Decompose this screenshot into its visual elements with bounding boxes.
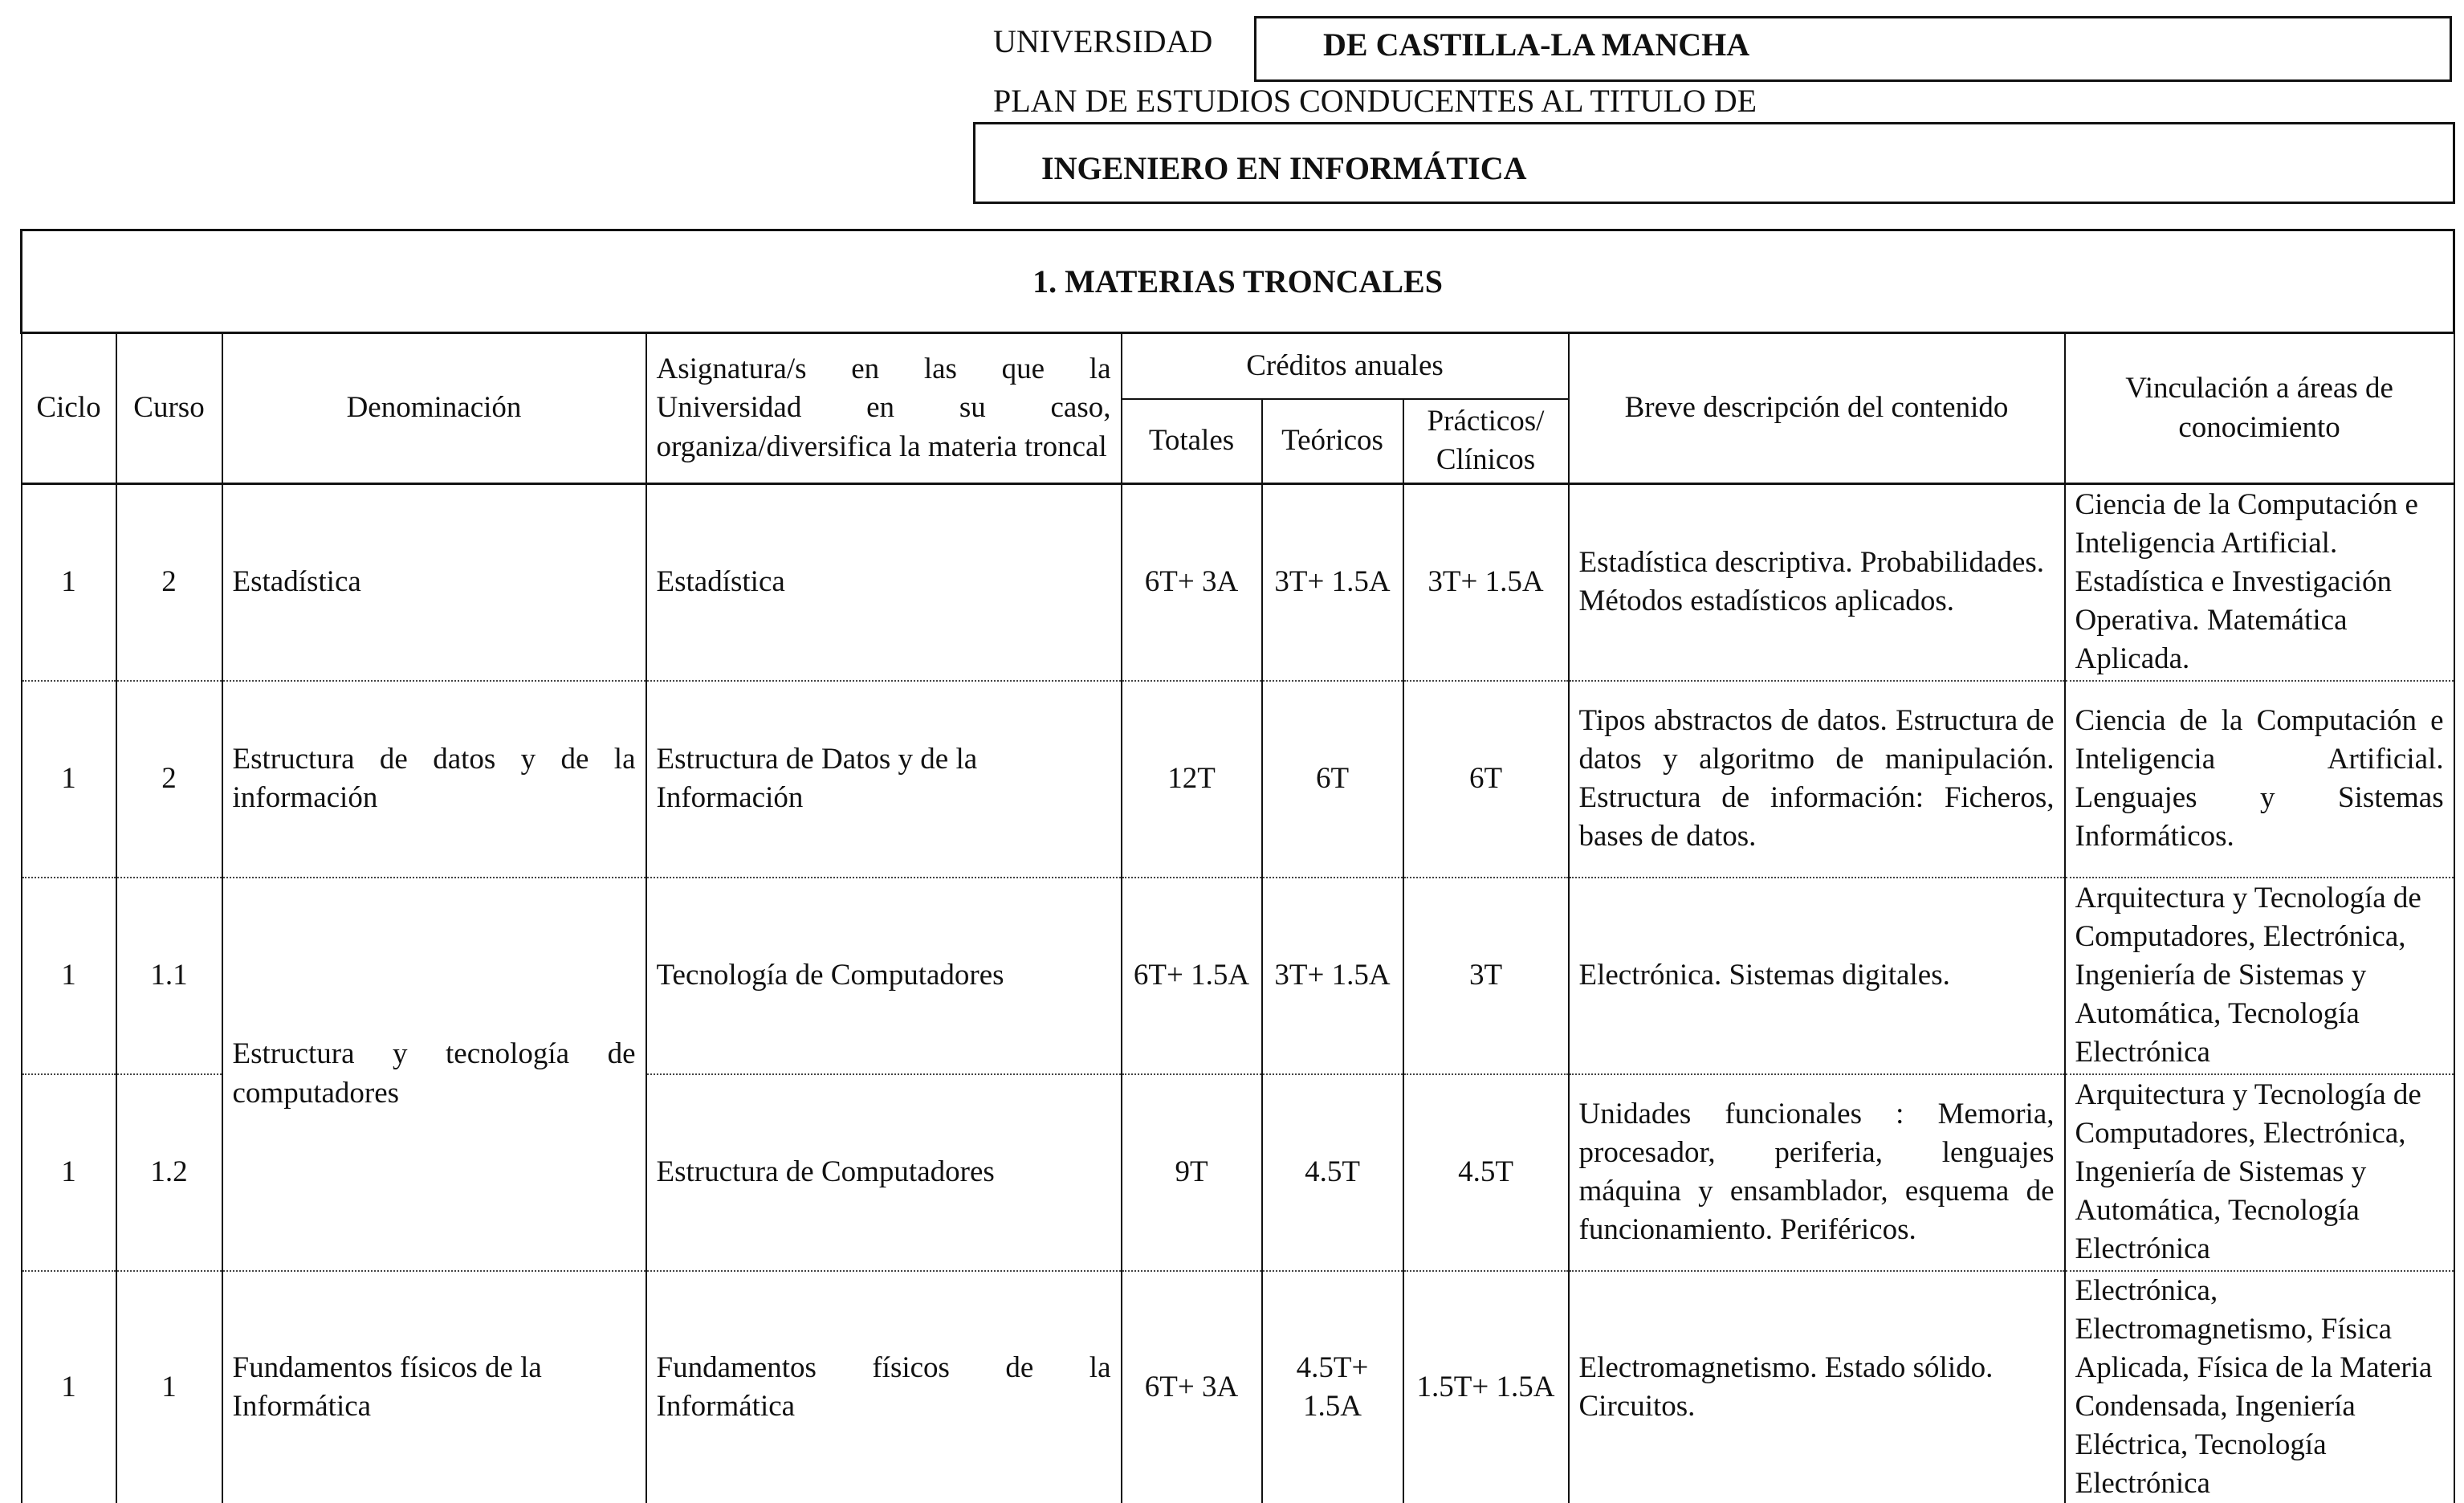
- col-curso: Curso: [116, 333, 222, 484]
- cell-descripcion: Unidades funcionales : Memoria, procesador, periferia, lenguajes máquina y ensamblador, esquema de funcionamiento. Periféricos.: [1569, 1074, 2065, 1271]
- cell-practicos: 6T: [1403, 681, 1569, 878]
- col-vinculacion: Vinculación a áreas de conocimiento: [2065, 333, 2454, 484]
- cell-totales: 9T: [1122, 1074, 1262, 1271]
- cell-asignatura: Estadística: [646, 484, 1122, 681]
- table-row: [22, 878, 2454, 1074]
- col-creditos: Créditos anuales: [1122, 333, 1569, 399]
- cell-practicos: 3T: [1403, 878, 1569, 1074]
- cell-totales: 6T+ 3A: [1122, 484, 1262, 681]
- cell-denominacion: Estadística: [222, 484, 646, 681]
- cell-descripcion: Electromagnetismo. Estado sólido. Circuitos.: [1569, 1271, 2065, 1503]
- cell-totales: 12T: [1122, 681, 1262, 878]
- cell-vinculacion: Arquitectura y Tecnología de Computadores, Electrónica, Ingeniería de Sistemas y Automática, Tecnología Electrónica: [2065, 1074, 2454, 1271]
- cell-vinculacion: Electrónica, Electromagnetismo, Física Aplicada, Física de la Materia Condensada, Ingeniería Eléctrica, Tecnología Electrónica: [2065, 1271, 2454, 1503]
- cell-curso: 1.1: [116, 878, 222, 1074]
- cell-teoricos: 3T+ 1.5A: [1262, 878, 1403, 1074]
- materias-troncales-table: [20, 229, 2455, 1503]
- cell-denominacion: Estructura y tecnología de computadores: [222, 878, 646, 1271]
- cell-totales: 6T+ 1.5A: [1122, 878, 1262, 1074]
- cell-teoricos: 3T+ 1.5A: [1262, 484, 1403, 681]
- cell-practicos: 3T+ 1.5A: [1403, 484, 1569, 681]
- cell-totales: 6T+ 3A: [1122, 1271, 1262, 1503]
- table-title: 1. MATERIAS TRONCALES: [22, 230, 2454, 333]
- cell-ciclo: 1: [22, 878, 116, 1074]
- university-label: UNIVERSIDAD: [993, 22, 1212, 60]
- cell-ciclo: 1: [22, 681, 116, 878]
- cell-vinculacion: Ciencia de la Computación e Inteligencia Artificial. Estadística e Investigación Operativa. Matemática Aplicada.: [2065, 484, 2454, 681]
- table-row: [22, 1271, 2454, 1503]
- cell-teoricos: 4.5T: [1262, 1074, 1403, 1271]
- col-denominacion: Denominación: [222, 333, 646, 484]
- cell-ciclo: 1: [22, 1271, 116, 1503]
- table-row: [22, 484, 2454, 681]
- cell-curso: 1.2: [116, 1074, 222, 1271]
- col-teoricos: Teóricos: [1262, 399, 1403, 484]
- plan-label: PLAN DE ESTUDIOS CONDUCENTES AL TITULO DE: [993, 82, 1757, 120]
- cell-asignatura: Estructura de Datos y de la Información: [646, 681, 1122, 878]
- cell-ciclo: 1: [22, 484, 116, 681]
- cell-descripcion: Tipos abstractos de datos. Estructura de datos y algoritmo de manipulación. Estructura de información: Ficheros, bases de datos.: [1569, 681, 2065, 878]
- col-practicos: Prácticos/ Clínicos: [1403, 399, 1569, 484]
- cell-asignatura: Estructura de Computadores: [646, 1074, 1122, 1271]
- cell-denominacion: Estructura de datos y de la información: [222, 681, 646, 878]
- cell-vinculacion: Ciencia de la Computación e Inteligencia Artificial. Lenguajes y Sistemas Informáticos.: [2065, 681, 2454, 878]
- degree-title: INGENIERO EN INFORMÁTICA: [1041, 149, 1527, 187]
- cell-practicos: 4.5T: [1403, 1074, 1569, 1271]
- cell-teoricos: 4.5T+ 1.5A: [1262, 1271, 1403, 1503]
- col-descripcion: Breve descripción del contenido: [1569, 333, 2065, 484]
- table-row: [22, 681, 2454, 878]
- cell-asignatura: Fundamentos físicos de la Informática: [646, 1271, 1122, 1503]
- cell-teoricos: 6T: [1262, 681, 1403, 878]
- university-name: DE CASTILLA-LA MANCHA: [1323, 26, 1749, 63]
- col-ciclo: Ciclo: [22, 333, 116, 484]
- cell-ciclo: 1: [22, 1074, 116, 1271]
- cell-asignatura: Tecnología de Computadores: [646, 878, 1122, 1074]
- cell-descripcion: Electrónica. Sistemas digitales.: [1569, 878, 2065, 1074]
- col-totales: Totales: [1122, 399, 1262, 484]
- cell-vinculacion: Arquitectura y Tecnología de Computadores, Electrónica, Ingeniería de Sistemas y Automática, Tecnología Electrónica: [2065, 878, 2454, 1074]
- cell-denominacion: Fundamentos físicos de la Informática: [222, 1271, 646, 1503]
- col-asignatura: Asignatura/s en las que la Universidad en su caso, organiza/diversifica la materia troncal: [646, 333, 1122, 484]
- cell-descripcion: Estadística descriptiva. Probabilidades. Métodos estadísticos aplicados.: [1569, 484, 2065, 681]
- cell-curso: 2: [116, 484, 222, 681]
- cell-practicos: 1.5T+ 1.5A: [1403, 1271, 1569, 1503]
- cell-curso: 2: [116, 681, 222, 878]
- cell-curso: 1: [116, 1271, 222, 1503]
